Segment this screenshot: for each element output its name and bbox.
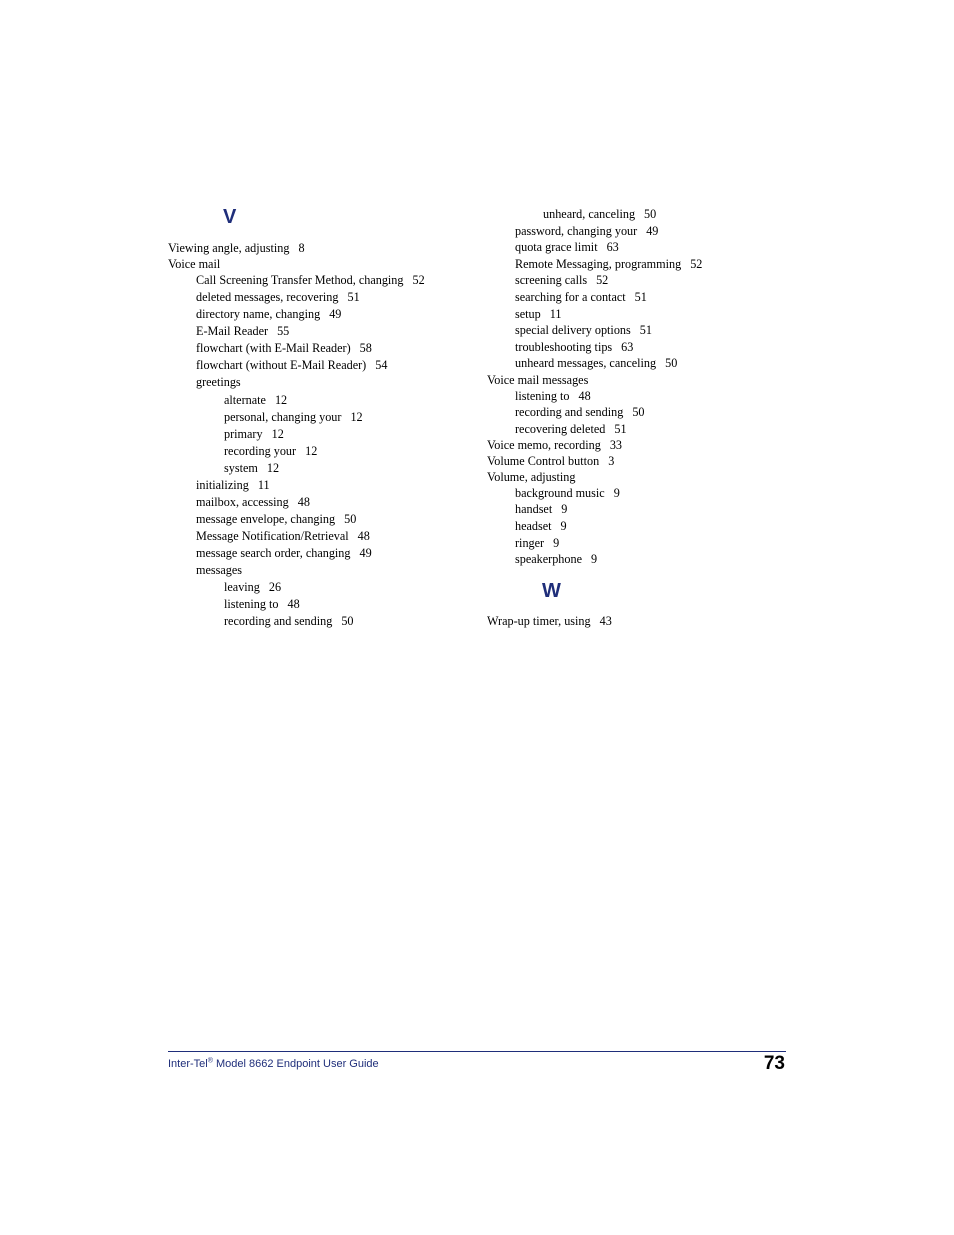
index-entry: ringer 9 xyxy=(515,536,560,550)
index-entry: system 12 xyxy=(224,461,280,475)
index-entry: primary 12 xyxy=(224,427,284,441)
index-entry: Call Screening Transfer Method, changing 52 xyxy=(196,273,425,287)
section-letter-v: V xyxy=(223,206,237,228)
index-entry: unheard messages, canceling 50 xyxy=(515,356,678,370)
index-entry: password, changing your 49 xyxy=(515,224,659,238)
index-entry: Voice memo, recording 33 xyxy=(487,438,623,452)
index-entry: recovering deleted 51 xyxy=(515,422,627,436)
index-entry: recording and sending 50 xyxy=(515,405,645,419)
index-entry: leaving 26 xyxy=(224,580,282,594)
index-entry: message search order, changing 49 xyxy=(196,546,372,560)
index-entry: special delivery options 51 xyxy=(515,323,652,337)
index-entry: directory name, changing 49 xyxy=(196,307,342,321)
index-entry: Volume, adjusting xyxy=(487,470,576,484)
page-number: 73 xyxy=(763,1053,785,1074)
index-entry: Voice mail messages xyxy=(487,373,589,387)
footer-divider xyxy=(168,1051,786,1052)
index-entry: initializing 11 xyxy=(196,478,270,492)
index-entry: personal, changing your 12 xyxy=(224,410,363,424)
index-entry: Wrap-up timer, using 43 xyxy=(487,614,612,628)
index-entry: background music 9 xyxy=(515,486,620,500)
index-entry: searching for a contact 51 xyxy=(515,290,647,304)
index-entry: screening calls 52 xyxy=(515,273,609,287)
index-entry: flowchart (without E-Mail Reader) 54 xyxy=(196,358,388,372)
index-entry: Voice mail xyxy=(168,257,221,271)
index-entry: listening to 48 xyxy=(515,389,591,403)
index-entry: Volume Control button 3 xyxy=(487,454,615,468)
index-entry: Message Notification/Retrieval 48 xyxy=(196,529,370,543)
index-entry: message envelope, changing 50 xyxy=(196,512,357,526)
index-entry: recording and sending 50 xyxy=(224,614,354,628)
index-entry: headset 9 xyxy=(515,519,567,533)
section-letter-w: W xyxy=(542,580,561,602)
footer-document-title: Inter-Tel® Model 8662 Endpoint User Guide xyxy=(168,1057,379,1070)
index-entry: troubleshooting tips 63 xyxy=(515,340,634,354)
index-entry: unheard, canceling 50 xyxy=(543,207,657,221)
index-entry: quota grace limit 63 xyxy=(515,240,619,254)
index-entry: alternate 12 xyxy=(224,393,288,407)
index-entry: E-Mail Reader 55 xyxy=(196,324,290,338)
index-entry: recording your 12 xyxy=(224,444,318,458)
index-entry: messages xyxy=(196,563,243,577)
index-entry: handset 9 xyxy=(515,502,568,516)
index-entry: setup 11 xyxy=(515,307,562,321)
index-entry: mailbox, accessing 48 xyxy=(196,495,310,509)
index-entry: Remote Messaging, programming 52 xyxy=(515,257,703,271)
index-entry: listening to 48 xyxy=(224,597,300,611)
index-entry: Viewing angle, adjusting 8 xyxy=(168,241,305,255)
index-entry: deleted messages, recovering 51 xyxy=(196,290,360,304)
index-entry: greetings xyxy=(196,375,241,389)
index-entry: flowchart (with E-Mail Reader) 58 xyxy=(196,341,372,355)
index-entry: speakerphone 9 xyxy=(515,552,598,566)
